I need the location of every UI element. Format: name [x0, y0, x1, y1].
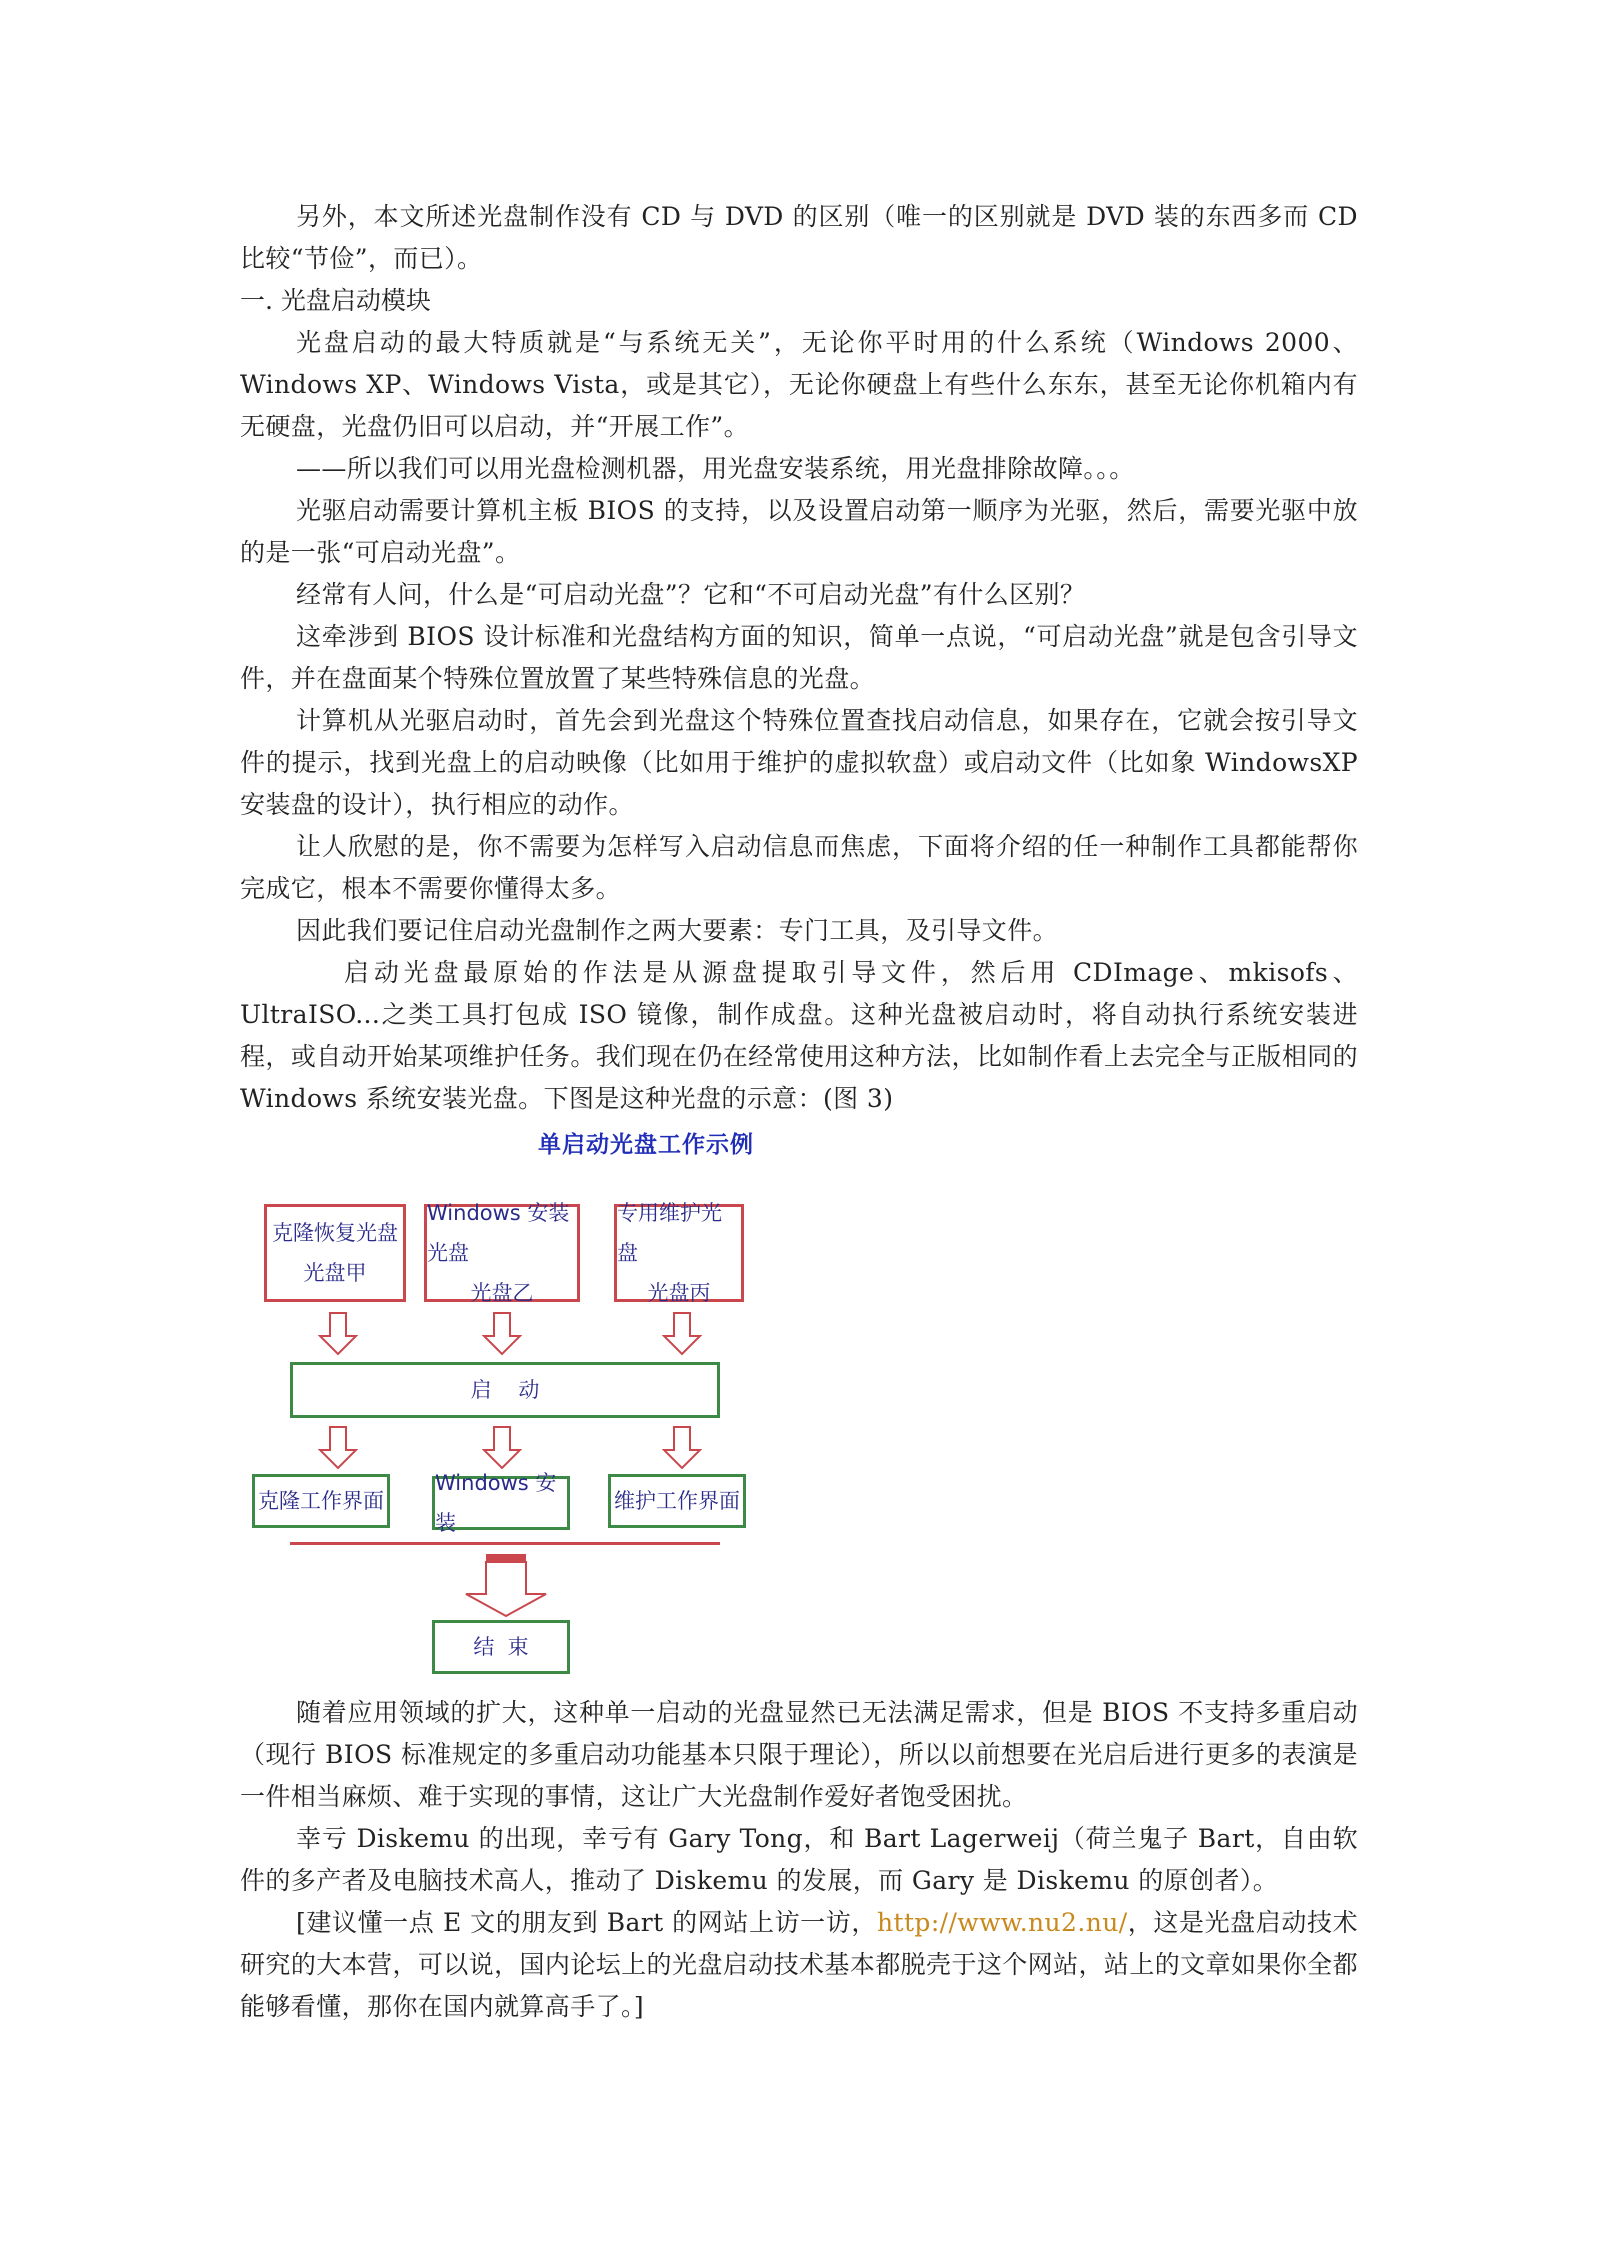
boot-box [290, 1362, 720, 1418]
source-box-clone-line1: 克隆恢复光盘 [272, 1221, 398, 1245]
merge-line [290, 1542, 720, 1545]
arrow-down-icon [318, 1426, 358, 1470]
end-box-label: 结 束 [473, 1635, 529, 1659]
source-box-windows [424, 1201, 580, 1305]
paragraph-limitation: 随着应用领域的扩大，这种单一启动的光盘显然已无法满足需求，但是 BIOS 不支持多重启动（现行 BIOS 标准规定的多重启动功能基本只限于理论），所以以前想要在光启后进行更多的表演是一件相当麻烦、难于实现的事情，这让广大光盘制作爱好者饱受困扰。 [240, 1698, 1358, 1811]
large-arrow-down-icon [464, 1552, 548, 1618]
paragraph-cd-dvd: 另外，本文所述光盘制作没有 CD 与 DVD 的区别（唯一的区别就是 DVD 装的东西多而 CD 比较“节俭”，而已）。 [240, 202, 1358, 273]
source-box-maintenance [614, 1201, 744, 1305]
section-heading: 一. 光盘启动模块 [240, 286, 431, 315]
paragraph-diskemu: 幸亏 Diskemu 的出现，幸亏有 Gary Tong，和 Bart Lagerweij（荷兰鬼子 Bart，自由软件的多产者及电脑技术高人，推动了 Diskemu 的发展，而 Gary 是 Diskemu 的原创者）。 [240, 1824, 1358, 1895]
boot-box-label: 启 动 [470, 1378, 540, 1402]
source-box-windows-line2: 光盘乙 [470, 1281, 534, 1305]
end-box [432, 1620, 570, 1674]
diagram-title: 单启动光盘工作示例 [538, 1132, 754, 1158]
result-box-maintenance [608, 1474, 746, 1528]
document-page [240, 196, 1358, 2028]
paragraph-tools: 让人欣慰的是，你不需要为怎样写入启动信息而焦虑，下面将介绍的任一种制作工具都能帮你完成它，根本不需要你懂得太多。 [240, 832, 1358, 903]
source-box-clone-line2: 光盘甲 [303, 1261, 367, 1285]
result-box-windows-label: Windows 安装 [435, 1471, 557, 1535]
paragraph-original-method: 启动光盘最原始的作法是从源盘提取引导文件，然后用 CDImage、mkisofs、UltraISO...之类工具打包成 ISO 镜像，制作成盘。这种光盘被启动时，将自动执行系统安装进程，或自动开始某项维护任务。我们现在仍在经常使用这种方法，比如制作看上去完全与正版相同的 Windows 系统安装光盘。下图是这种光盘的示意：(图 3) [240, 958, 1358, 1113]
single-boot-diagram [250, 1124, 1050, 1684]
source-box-clone [264, 1204, 406, 1302]
paragraph-bios-support: 光驱启动需要计算机主板 BIOS 的支持，以及设置启动第一顺序为光驱，然后，需要光驱中放的是一张“可启动光盘”。 [240, 496, 1358, 567]
source-box-windows-line1: Windows 安装光盘 [427, 1201, 570, 1265]
result-box-clone [252, 1474, 390, 1528]
source-box-maintenance-line2: 光盘丙 [647, 1281, 711, 1305]
paragraph-boot-feature: 光盘启动的最大特质就是“与系统无关”，无论你平时用的什么系统（Windows 2000、Windows XP、Windows Vista，或是其它），无论你硬盘上有些什么东东，甚至无论你机箱内有无硬盘，光盘仍旧可以启动，并“开展工作”。 [240, 328, 1358, 441]
paragraph-definition: 这牵涉到 BIOS 设计标准和光盘结构方面的知识，简单一点说，“可启动光盘”就是包含引导文件，并在盘面某个特殊位置放置了某些特殊信息的光盘。 [240, 622, 1358, 693]
paragraph-boot-process: 计算机从光驱启动时，首先会到光盘这个特殊位置查找启动信息，如果存在，它就会按引导文件的提示，找到光盘上的启动映像（比如用于维护的虚拟软盘）或启动文件（比如象 WindowsXP 安装盘的设计），执行相应的动作。 [240, 706, 1358, 819]
arrow-down-icon [662, 1312, 702, 1356]
suggestion-text-before: [建议懂一点 E 文的朋友到 Bart 的网站上访一访， [296, 1908, 878, 1937]
paragraph-question: 经常有人问，什么是“可启动光盘”？它和“不可启动光盘”有什么区别？ [296, 580, 1086, 609]
arrow-down-icon [482, 1312, 522, 1356]
source-box-maintenance-line1: 专用维护光盘 [617, 1201, 722, 1265]
arrow-down-icon [318, 1312, 358, 1356]
result-box-maintenance-label: 维护工作界面 [614, 1489, 740, 1513]
arrow-down-icon [662, 1426, 702, 1470]
suggestion-text-after: ，这是光盘启动技术研究的大本营，可以说，国内论坛上的光盘启动技术基本都脱壳于这个网站，站上的文章如果你全都能够看懂，那你在国内就算高手了。] [240, 1908, 1359, 2021]
result-box-clone-label: 克隆工作界面 [258, 1489, 384, 1513]
paragraph-two-elements: 因此我们要记住启动光盘制作之两大要素：专门工具，及引导文件。 [296, 916, 1059, 945]
nu2-link[interactable]: http://www.nu2.nu/ [877, 1908, 1128, 1937]
paragraph-uses: ——所以我们可以用光盘检测机器，用光盘安装系统，用光盘排除故障。。。 [296, 454, 1135, 483]
result-box-windows [432, 1471, 570, 1535]
paragraph-suggestion [240, 1902, 1358, 2028]
